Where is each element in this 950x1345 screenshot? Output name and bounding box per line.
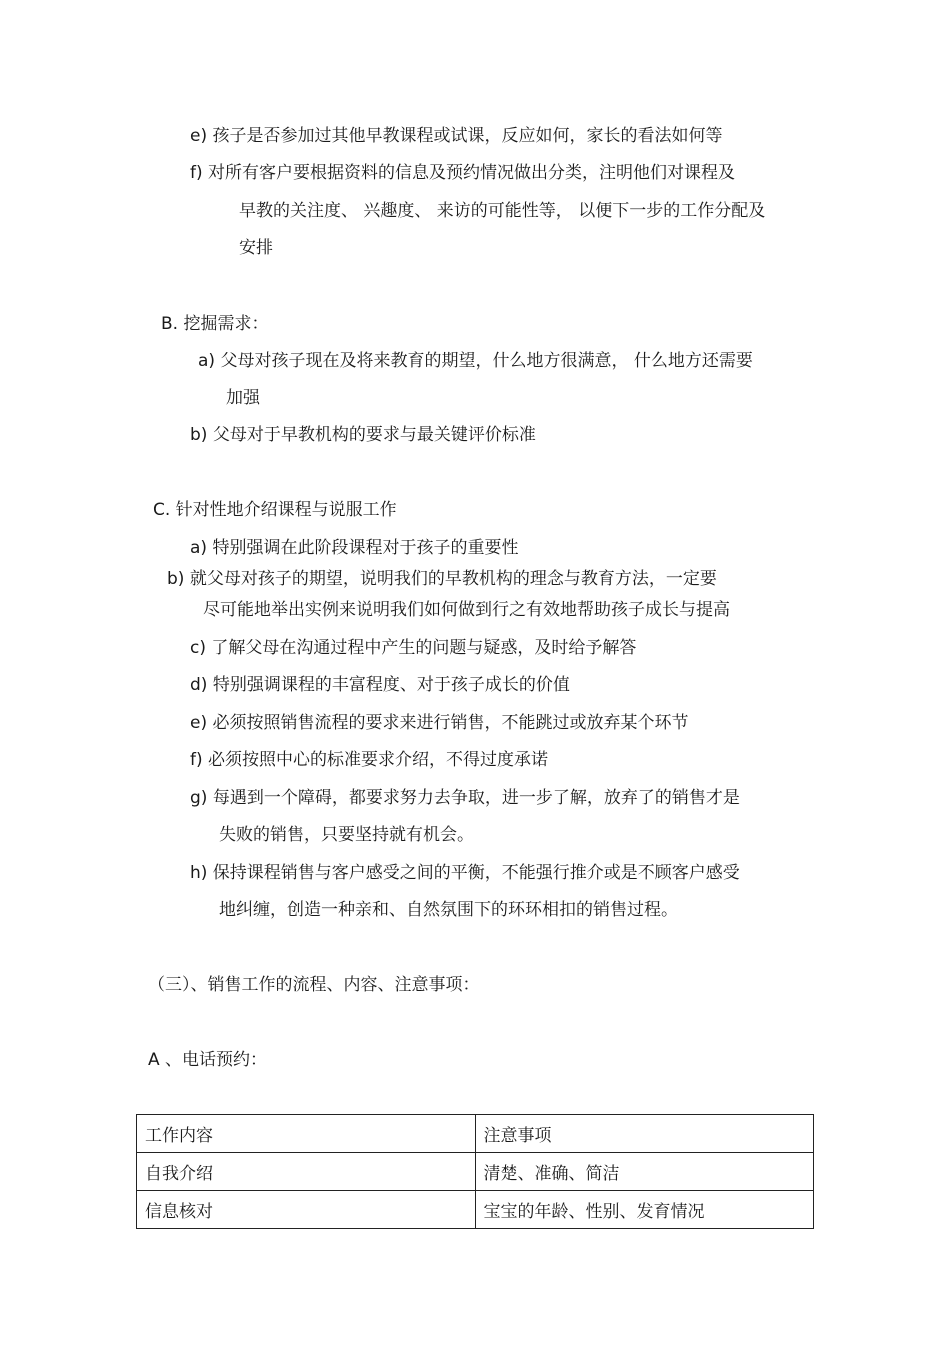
table-cell: 信息核对 xyxy=(137,1191,476,1229)
item-c-h-continuation: 地纠缠，创造一种亲和、自然氛围下的环环相扣的销售过程。 xyxy=(219,900,678,920)
item-c-e: e) 必须按照销售流程的要求来进行销售，不能跳过或放弃某个环节 xyxy=(190,713,689,733)
table-row xyxy=(137,1191,814,1229)
item-c-b-continuation: 尽可能地举出实例来说明我们如何做到行之有效地帮助孩子成长与提高 xyxy=(203,600,730,620)
item-c-a: a) 特别强调在此阶段课程对于孩子的重要性 xyxy=(190,538,519,558)
table-row xyxy=(137,1153,814,1191)
item-c-b: b) 就父母对孩子的期望，说明我们的早教机构的理念与教育方法，一定要 xyxy=(167,569,717,589)
item-c-f: f) 必须按照中心的标准要求介绍，不得过度承诺 xyxy=(190,750,549,770)
item-f-classify-customers: f) 对所有客户要根据资料的信息及预约情况做出分类，注明他们对课程及 xyxy=(190,163,736,183)
table-cell: 宝宝的年龄、性别、发育情况 xyxy=(475,1191,814,1229)
subsection-a-phone-booking: A 、电话预约： xyxy=(148,1050,268,1070)
item-c-h: h) 保持课程销售与客户感受之间的平衡，不能强行推介或是不顾客户感受 xyxy=(190,863,740,883)
item-c-g-continuation: 失败的销售，只要坚持就有机会。 xyxy=(219,825,474,845)
section-b-heading: B. 挖掘需求： xyxy=(161,314,269,334)
section-three-heading: （三）、销售工作的流程、内容、注意事项： xyxy=(148,975,480,995)
section-c-heading: C. 针对性地介绍课程与说服工作 xyxy=(153,500,397,520)
item-f-continuation-1: 早教的关注度、 兴趣度、 来访的可能性等， 以便下一步的工作分配及 xyxy=(239,201,766,221)
table-cell: 自我介绍 xyxy=(137,1153,476,1191)
item-b-a-expectations: a) 父母对孩子现在及将来教育的期望，什么地方很满意， 什么地方还需要 xyxy=(198,351,753,371)
item-c-c: c) 了解父母在沟通过程中产生的问题与疑惑，及时给予解答 xyxy=(190,638,637,658)
table-header-cell: 工作内容 xyxy=(137,1115,476,1153)
item-b-a-continuation: 加强 xyxy=(226,388,260,408)
phone-booking-table xyxy=(136,1114,814,1229)
item-b-b-requirements: b) 父母对于早教机构的要求与最关键评价标准 xyxy=(190,425,536,445)
item-e-prior-courses: e) 孩子是否参加过其他早教课程或试课，反应如何，家长的看法如何等 xyxy=(190,126,723,146)
table-header-row xyxy=(137,1115,814,1153)
item-c-g: g) 每遇到一个障碍，都要求努力去争取，进一步了解，放弃了的销售才是 xyxy=(190,788,740,808)
table-header-cell: 注意事项 xyxy=(475,1115,814,1153)
item-c-d: d) 特别强调课程的丰富程度、对于孩子成长的价值 xyxy=(190,675,570,695)
table-cell: 清楚、准确、简洁 xyxy=(475,1153,814,1191)
item-f-continuation-2: 安排 xyxy=(239,238,273,258)
